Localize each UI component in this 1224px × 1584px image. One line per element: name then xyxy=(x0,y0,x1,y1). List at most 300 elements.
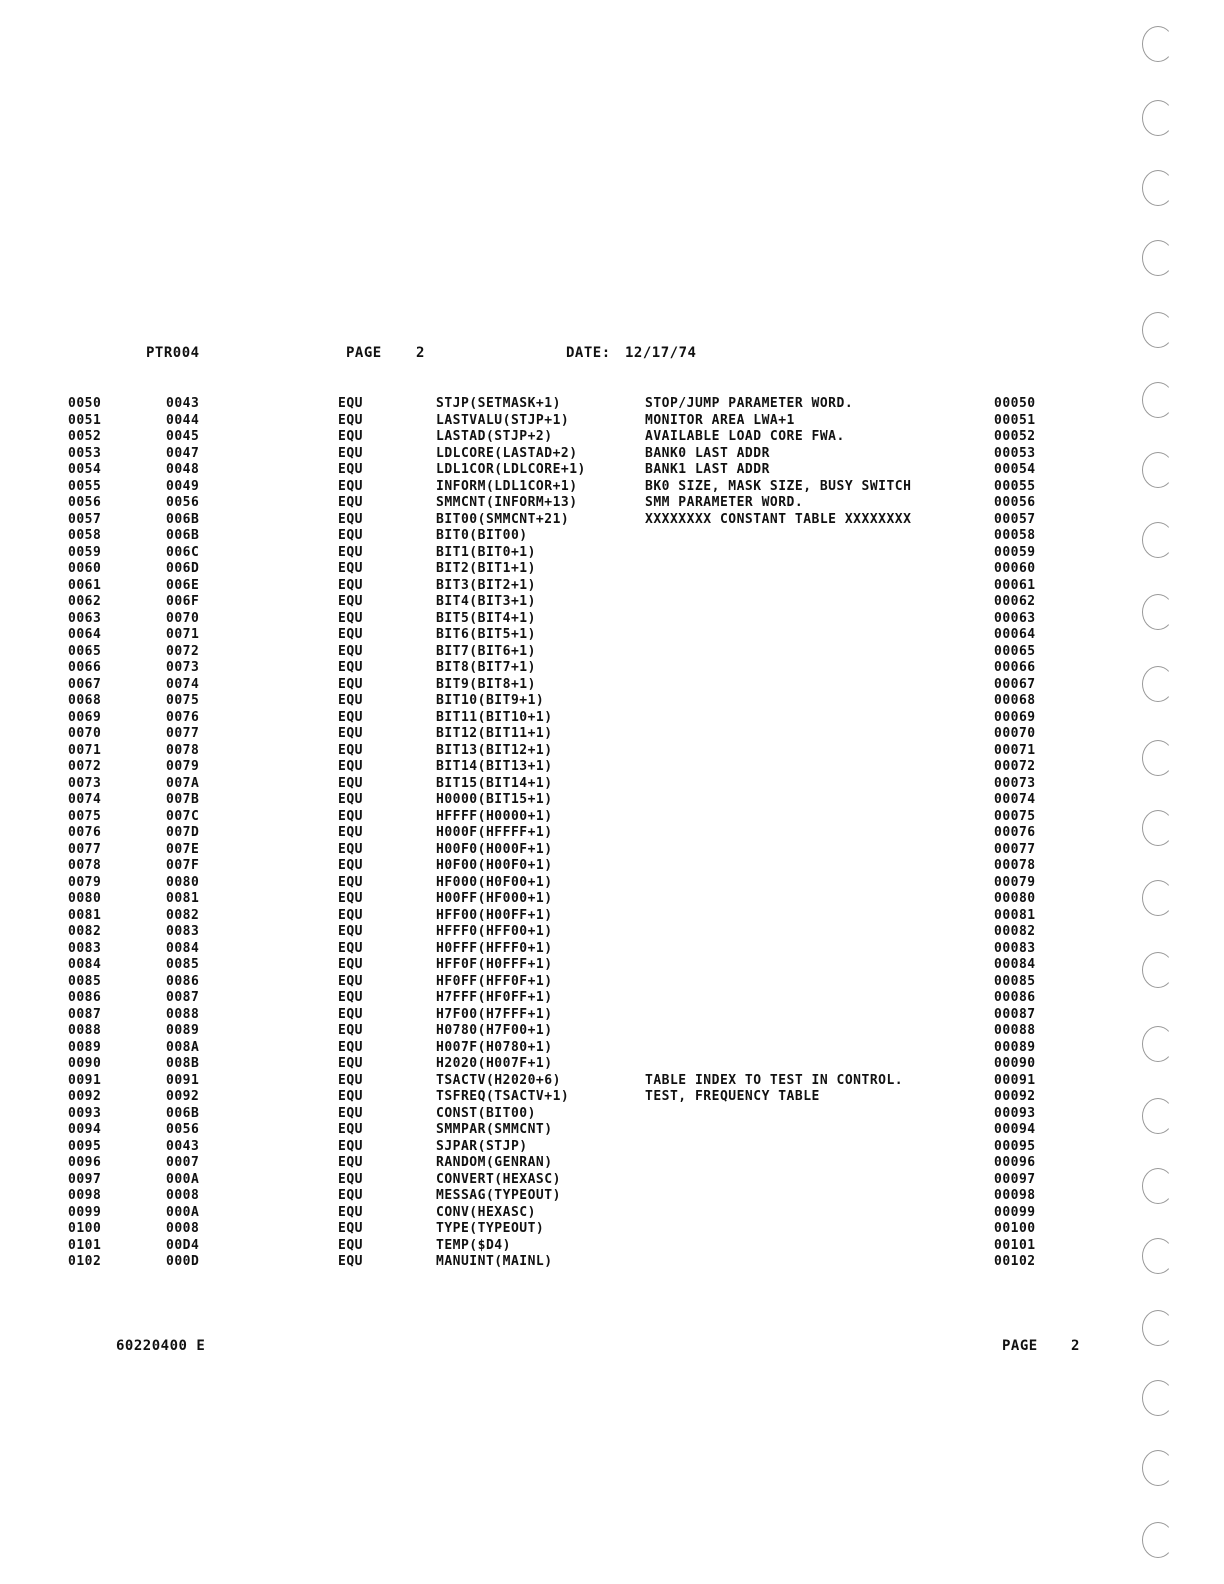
listing-line-number: 0088 xyxy=(68,1023,102,1038)
listing-comment: BANK1 LAST ADDR xyxy=(645,462,770,477)
listing-sequence-number: 00080 xyxy=(994,891,1036,906)
listing-operand: BIT3(BIT2+1) xyxy=(436,577,536,593)
listing-address: 0083 xyxy=(166,924,200,939)
listing-sequence-number: 00098 xyxy=(994,1188,1036,1203)
listing-line-number: 0050 xyxy=(68,396,102,411)
listing-sequence-number: 00097 xyxy=(994,1171,1036,1187)
listing-opcode: EQU xyxy=(338,495,363,510)
listing-opcode: EQU xyxy=(338,660,363,675)
listing-sequence-number: 00085 xyxy=(994,973,1036,989)
listing-row xyxy=(0,990,1224,1007)
punch-hole xyxy=(1142,100,1174,136)
listing-operand: H0F00(H00F0+1) xyxy=(436,858,553,873)
listing-line-number: 0063 xyxy=(68,610,102,626)
listing-sequence-number: 00070 xyxy=(994,726,1036,741)
listing-row xyxy=(0,1188,1224,1205)
listing-row xyxy=(0,1205,1224,1222)
listing-operand: H7FFF(HF0FF+1) xyxy=(436,990,553,1005)
listing-row xyxy=(0,1172,1224,1189)
listing-line-number: 0078 xyxy=(68,858,102,873)
listing-address: 000A xyxy=(166,1171,200,1187)
listing-line-number: 0081 xyxy=(68,907,102,923)
listing-sequence-number: 00094 xyxy=(994,1122,1036,1137)
listing-opcode: EQU xyxy=(338,858,363,873)
listing-operand: BIT00(SMMCNT+21) xyxy=(436,511,570,527)
listing-operand: BIT1(BIT0+1) xyxy=(436,544,536,560)
listing-opcode: EQU xyxy=(338,412,363,428)
listing-row xyxy=(0,512,1224,529)
listing-line-number: 0070 xyxy=(68,726,102,741)
listing-opcode: EQU xyxy=(338,808,363,824)
listing-address: 0092 xyxy=(166,1089,200,1104)
listing-sequence-number: 00063 xyxy=(994,610,1036,626)
listing-address: 0056 xyxy=(166,1122,200,1137)
listing-line-number: 0054 xyxy=(68,462,102,477)
listing-line-number: 0051 xyxy=(68,412,102,428)
listing-row xyxy=(0,446,1224,463)
punch-hole xyxy=(1142,740,1174,776)
listing-sequence-number: 00053 xyxy=(994,445,1036,461)
listing-opcode: EQU xyxy=(338,1056,363,1071)
listing-row xyxy=(0,693,1224,710)
listing-opcode: EQU xyxy=(338,742,363,758)
listing-line-number: 0056 xyxy=(68,495,102,510)
listing-operand: TSACTV(H2020+6) xyxy=(436,1072,561,1088)
listing-line-number: 0066 xyxy=(68,660,102,675)
listing-line-number: 0064 xyxy=(68,627,102,642)
listing-sequence-number: 00092 xyxy=(994,1089,1036,1104)
listing-sequence-number: 00061 xyxy=(994,577,1036,593)
listing-sequence-number: 00057 xyxy=(994,511,1036,527)
punch-hole xyxy=(1142,170,1174,206)
listing-address: 0007 xyxy=(166,1155,200,1170)
listing-opcode: EQU xyxy=(338,907,363,923)
listing-operand: BIT14(BIT13+1) xyxy=(436,759,553,774)
listing-sequence-number: 00064 xyxy=(994,627,1036,642)
listing-sequence-number: 00062 xyxy=(994,594,1036,609)
listing-line-number: 0092 xyxy=(68,1089,102,1104)
listing-opcode: EQU xyxy=(338,759,363,774)
program-name: PTR004 xyxy=(146,345,200,361)
listing-line-number: 0084 xyxy=(68,957,102,972)
listing-operand: H2020(H007F+1) xyxy=(436,1056,553,1071)
listing-address: 007E xyxy=(166,841,200,857)
listing-address: 0088 xyxy=(166,1006,200,1022)
listing-opcode: EQU xyxy=(338,1188,363,1203)
listing-address: 0085 xyxy=(166,957,200,972)
punch-hole xyxy=(1142,1310,1174,1346)
listing-comment: STOP/JUMP PARAMETER WORD. xyxy=(645,396,854,411)
listing-operand: SMMCNT(INFORM+13) xyxy=(436,495,578,510)
listing-opcode: EQU xyxy=(338,462,363,477)
listing-comment: XXXXXXXX CONSTANT TABLE XXXXXXXX xyxy=(645,511,912,527)
listing-address: 0049 xyxy=(166,478,200,494)
listing-sequence-number: 00077 xyxy=(994,841,1036,857)
listing-address: 0047 xyxy=(166,445,200,461)
listing-comment: TEST, FREQUENCY TABLE xyxy=(645,1089,820,1104)
listing-sequence-number: 00087 xyxy=(994,1006,1036,1022)
listing-line-number: 0085 xyxy=(68,973,102,989)
listing-address: 007F xyxy=(166,858,200,873)
listing-row xyxy=(0,611,1224,628)
listing-line-number: 0099 xyxy=(68,1204,102,1220)
listing-sequence-number: 00082 xyxy=(994,924,1036,939)
listing-opcode: EQU xyxy=(338,990,363,1005)
listing-row xyxy=(0,759,1224,776)
listing-sequence-number: 00072 xyxy=(994,759,1036,774)
listing-address: 007D xyxy=(166,825,200,840)
listing-opcode: EQU xyxy=(338,528,363,543)
listing-row xyxy=(0,677,1224,694)
listing-row xyxy=(0,495,1224,512)
listing-line-number: 0096 xyxy=(68,1155,102,1170)
listing-row xyxy=(0,561,1224,578)
listing-sequence-number: 00076 xyxy=(994,825,1036,840)
listing-row xyxy=(0,429,1224,446)
punch-hole xyxy=(1142,26,1174,62)
listing-address: 0079 xyxy=(166,759,200,774)
listing-comment: SMM PARAMETER WORD. xyxy=(645,495,804,510)
listing-opcode: EQU xyxy=(338,1171,363,1187)
listing-sequence-number: 00051 xyxy=(994,412,1036,428)
listing-opcode: EQU xyxy=(338,445,363,461)
listing-address: 0070 xyxy=(166,610,200,626)
listing-opcode: EQU xyxy=(338,577,363,593)
listing-address: 006C xyxy=(166,544,200,560)
listing-row xyxy=(0,858,1224,875)
page-number: 2 xyxy=(416,345,425,361)
listing-operand: H000F(HFFFF+1) xyxy=(436,825,553,840)
listing-sequence-number: 00059 xyxy=(994,544,1036,560)
listing-operand: TSFREQ(TSACTV+1) xyxy=(436,1089,570,1104)
listing-opcode: EQU xyxy=(338,693,363,708)
listing-operand: H0FFF(HFFF0+1) xyxy=(436,940,553,956)
listing-row xyxy=(0,792,1224,809)
listing-address: 007A xyxy=(166,775,200,791)
listing-address: 0076 xyxy=(166,709,200,725)
punch-hole xyxy=(1142,522,1174,558)
listing-address: 0080 xyxy=(166,874,200,890)
listing-operand: BIT0(BIT00) xyxy=(436,528,528,543)
listing-operand: BIT10(BIT9+1) xyxy=(436,693,545,708)
document-number: 60220400 E xyxy=(116,1338,206,1354)
footer-page-number: 2 xyxy=(1071,1338,1080,1354)
listing-opcode: EQU xyxy=(338,1138,363,1154)
listing-operand: H007F(H0780+1) xyxy=(436,1039,553,1055)
listing-address: 0045 xyxy=(166,429,200,444)
listing-line-number: 0086 xyxy=(68,990,102,1005)
punch-hole xyxy=(1142,240,1174,276)
date-value: 12/17/74 xyxy=(625,345,697,361)
date-label: DATE: xyxy=(566,345,611,361)
listing-line-number: 0090 xyxy=(68,1056,102,1071)
binder-punch-holes xyxy=(1142,0,1202,1584)
listing-row xyxy=(0,462,1224,479)
listing-line-number: 0093 xyxy=(68,1105,102,1121)
listing-operand: BIT5(BIT4+1) xyxy=(436,610,536,626)
listing-line-number: 0065 xyxy=(68,643,102,659)
listing-operand: BIT8(BIT7+1) xyxy=(436,660,536,675)
listing-address: 0077 xyxy=(166,726,200,741)
listing-line-number: 0083 xyxy=(68,940,102,956)
listing-opcode: EQU xyxy=(338,1204,363,1220)
listing-address: 0082 xyxy=(166,907,200,923)
listing-address: 00D4 xyxy=(166,1237,200,1253)
listing-address: 000A xyxy=(166,1204,200,1220)
listing-operand: INFORM(LDL1COR+1) xyxy=(436,478,578,494)
listing-line-number: 0100 xyxy=(68,1221,102,1236)
listing-opcode: EQU xyxy=(338,610,363,626)
listing-operand: TYPE(TYPEOUT) xyxy=(436,1221,545,1236)
punch-hole xyxy=(1142,1168,1174,1204)
listing-address: 0048 xyxy=(166,462,200,477)
listing-row xyxy=(0,875,1224,892)
punch-hole xyxy=(1142,312,1174,348)
listing-line-number: 0072 xyxy=(68,759,102,774)
listing-opcode: EQU xyxy=(338,1254,363,1269)
listing-operand: BIT11(BIT10+1) xyxy=(436,709,553,725)
listing-address: 006B xyxy=(166,528,200,543)
listing-operand: MESSAG(TYPEOUT) xyxy=(436,1188,561,1203)
listing-opcode: EQU xyxy=(338,891,363,906)
listing-operand: BIT6(BIT5+1) xyxy=(436,627,536,642)
listing-operand: CONV(HEXASC) xyxy=(436,1204,536,1220)
listing-opcode: EQU xyxy=(338,1039,363,1055)
listing-line-number: 0079 xyxy=(68,874,102,890)
listing-row xyxy=(0,776,1224,793)
listing-operand: HFFF0(HFF00+1) xyxy=(436,924,553,939)
listing-row xyxy=(0,1155,1224,1172)
listing-line-number: 0094 xyxy=(68,1122,102,1137)
listing-sequence-number: 00093 xyxy=(994,1105,1036,1121)
listing-operand: H00F0(H000F+1) xyxy=(436,841,553,857)
listing-row xyxy=(0,660,1224,677)
listing-line-number: 0076 xyxy=(68,825,102,840)
listing-line-number: 0059 xyxy=(68,544,102,560)
listing-line-number: 0087 xyxy=(68,1006,102,1022)
listing-operand: HF0FF(HFF0F+1) xyxy=(436,973,553,989)
listing-line-number: 0071 xyxy=(68,742,102,758)
listing-row xyxy=(0,644,1224,661)
listing-address: 0043 xyxy=(166,1138,200,1154)
listing-line-number: 0089 xyxy=(68,1039,102,1055)
listing-row xyxy=(0,891,1224,908)
listing-operand: HFF0F(H0FFF+1) xyxy=(436,957,553,972)
listing-line-number: 0077 xyxy=(68,841,102,857)
listing-address: 000D xyxy=(166,1254,200,1269)
listing-line-number: 0073 xyxy=(68,775,102,791)
punch-hole xyxy=(1142,594,1174,630)
listing-line-number: 0053 xyxy=(68,445,102,461)
listing-row xyxy=(0,479,1224,496)
listing-row xyxy=(0,1122,1224,1139)
listing-line-number: 0098 xyxy=(68,1188,102,1203)
listing-sequence-number: 00091 xyxy=(994,1072,1036,1088)
listing-address: 007C xyxy=(166,808,200,824)
listing-operand: HFF00(H00FF+1) xyxy=(436,907,553,923)
listing-opcode: EQU xyxy=(338,1221,363,1236)
listing-address: 006F xyxy=(166,594,200,609)
listing-row xyxy=(0,941,1224,958)
listing-sequence-number: 00101 xyxy=(994,1237,1036,1253)
punch-hole xyxy=(1142,952,1174,988)
listing-sequence-number: 00056 xyxy=(994,495,1036,510)
listing-address: 0078 xyxy=(166,742,200,758)
listing-operand: BIT12(BIT11+1) xyxy=(436,726,553,741)
listing-line-number: 0074 xyxy=(68,792,102,807)
listing-operand: TEMP($D4) xyxy=(436,1237,511,1253)
listing-line-number: 0082 xyxy=(68,924,102,939)
listing-line-number: 0067 xyxy=(68,676,102,692)
listing-row xyxy=(0,413,1224,430)
listing-sequence-number: 00095 xyxy=(994,1138,1036,1154)
listing-line-number: 0102 xyxy=(68,1254,102,1269)
listing-address: 0008 xyxy=(166,1188,200,1203)
listing-operand: HF000(H0F00+1) xyxy=(436,874,553,890)
listing-address: 008A xyxy=(166,1039,200,1055)
listing-row xyxy=(0,957,1224,974)
listing-sequence-number: 00073 xyxy=(994,775,1036,791)
listing-opcode: EQU xyxy=(338,973,363,989)
listing-operand: BIT4(BIT3+1) xyxy=(436,594,536,609)
listing-row xyxy=(0,1254,1224,1271)
listing-operand: HFFFF(H0000+1) xyxy=(436,808,553,824)
listing-row xyxy=(0,1023,1224,1040)
listing-opcode: EQU xyxy=(338,1089,363,1104)
listing-address: 0072 xyxy=(166,643,200,659)
listing-sequence-number: 00078 xyxy=(994,858,1036,873)
listing-row xyxy=(0,1089,1224,1106)
listing-sequence-number: 00090 xyxy=(994,1056,1036,1071)
listing-row xyxy=(0,710,1224,727)
listing-opcode: EQU xyxy=(338,1006,363,1022)
listing-row xyxy=(0,825,1224,842)
listing-row xyxy=(0,924,1224,941)
listing-row xyxy=(0,809,1224,826)
listing-row xyxy=(0,1221,1224,1238)
listing-opcode: EQU xyxy=(338,1072,363,1088)
listing-sequence-number: 00069 xyxy=(994,709,1036,725)
punch-hole xyxy=(1142,1450,1174,1486)
punch-hole xyxy=(1142,382,1174,418)
listing-line-number: 0062 xyxy=(68,594,102,609)
listing-opcode: EQU xyxy=(338,726,363,741)
punch-hole xyxy=(1142,1380,1174,1416)
listing-operand: H00FF(HF000+1) xyxy=(436,891,553,906)
listing-operand: LASTVALU(STJP+1) xyxy=(436,412,570,428)
listing-opcode: EQU xyxy=(338,874,363,890)
listing-address: 0008 xyxy=(166,1221,200,1236)
listing-address: 0071 xyxy=(166,627,200,642)
listing-opcode: EQU xyxy=(338,429,363,444)
listing-sequence-number: 00071 xyxy=(994,742,1036,758)
listing-sequence-number: 00086 xyxy=(994,990,1036,1005)
listing-row xyxy=(0,396,1224,413)
listing-sequence-number: 00100 xyxy=(994,1221,1036,1236)
punch-hole xyxy=(1142,1026,1174,1062)
listing-address: 006D xyxy=(166,561,200,576)
listing-line-number: 0052 xyxy=(68,429,102,444)
listing-row xyxy=(0,545,1224,562)
listing-opcode: EQU xyxy=(338,1105,363,1121)
listing-line-number: 0095 xyxy=(68,1138,102,1154)
listing-sequence-number: 00096 xyxy=(994,1155,1036,1170)
listing-operand: LDL1COR(LDLCORE+1) xyxy=(436,462,586,477)
listing-line-number: 0075 xyxy=(68,808,102,824)
punch-hole xyxy=(1142,880,1174,916)
listing-row xyxy=(0,726,1224,743)
listing-address: 007B xyxy=(166,792,200,807)
listing-opcode: EQU xyxy=(338,1237,363,1253)
listing-opcode: EQU xyxy=(338,957,363,972)
punch-hole xyxy=(1142,1238,1174,1274)
listing-address: 0087 xyxy=(166,990,200,1005)
listing-line-number: 0069 xyxy=(68,709,102,725)
listing-operand: CONVERT(HEXASC) xyxy=(436,1171,561,1187)
listing-address: 0043 xyxy=(166,396,200,411)
listing-line-number: 0061 xyxy=(68,577,102,593)
listing-sequence-number: 00079 xyxy=(994,874,1036,890)
listing-opcode: EQU xyxy=(338,924,363,939)
listing-opcode: EQU xyxy=(338,594,363,609)
listing-opcode: EQU xyxy=(338,627,363,642)
listing-comment: TABLE INDEX TO TEST IN CONTROL. xyxy=(645,1072,904,1088)
punch-hole xyxy=(1142,1098,1174,1134)
listing-row xyxy=(0,1106,1224,1123)
listing-row xyxy=(0,627,1224,644)
listing-line-number: 0097 xyxy=(68,1171,102,1187)
listing-row xyxy=(0,1007,1224,1024)
listing-opcode: EQU xyxy=(338,511,363,527)
listing-sequence-number: 00052 xyxy=(994,429,1036,444)
listing-row xyxy=(0,1056,1224,1073)
listing-comment: BANK0 LAST ADDR xyxy=(645,445,770,461)
listing-sequence-number: 00088 xyxy=(994,1023,1036,1038)
listing-opcode: EQU xyxy=(338,1122,363,1137)
listing-sequence-number: 00060 xyxy=(994,561,1036,576)
listing-comment: AVAILABLE LOAD CORE FWA. xyxy=(645,429,845,444)
listing-line-number: 0057 xyxy=(68,511,102,527)
listing-address: 0074 xyxy=(166,676,200,692)
listing-row xyxy=(0,528,1224,545)
listing-opcode: EQU xyxy=(338,940,363,956)
listing-operand: H0000(BIT15+1) xyxy=(436,792,553,807)
listing-sequence-number: 00054 xyxy=(994,462,1036,477)
listing-sequence-number: 00102 xyxy=(994,1254,1036,1269)
listing-operand: BIT15(BIT14+1) xyxy=(436,775,553,791)
listing-address: 0073 xyxy=(166,660,200,675)
listing-address: 006B xyxy=(166,1105,200,1121)
listing-sequence-number: 00089 xyxy=(994,1039,1036,1055)
listing-opcode: EQU xyxy=(338,825,363,840)
listing-sequence-number: 00058 xyxy=(994,528,1036,543)
listing-opcode: EQU xyxy=(338,676,363,692)
listing-row xyxy=(0,908,1224,925)
listing-line-number: 0058 xyxy=(68,528,102,543)
listing-line-number: 0080 xyxy=(68,891,102,906)
listing-row xyxy=(0,1073,1224,1090)
listing-sequence-number: 00050 xyxy=(994,396,1036,411)
listing-operand: MANUINT(MAINL) xyxy=(436,1254,553,1269)
listing-address: 0081 xyxy=(166,891,200,906)
listing-address: 008B xyxy=(166,1056,200,1071)
listing-sequence-number: 00099 xyxy=(994,1204,1036,1220)
footer-page-label: PAGE xyxy=(1002,1338,1038,1354)
listing-sequence-number: 00084 xyxy=(994,957,1036,972)
listing-operand: BIT7(BIT6+1) xyxy=(436,643,536,659)
assembly-listing xyxy=(0,396,1224,1271)
listing-operand: LASTAD(STJP+2) xyxy=(436,429,553,444)
